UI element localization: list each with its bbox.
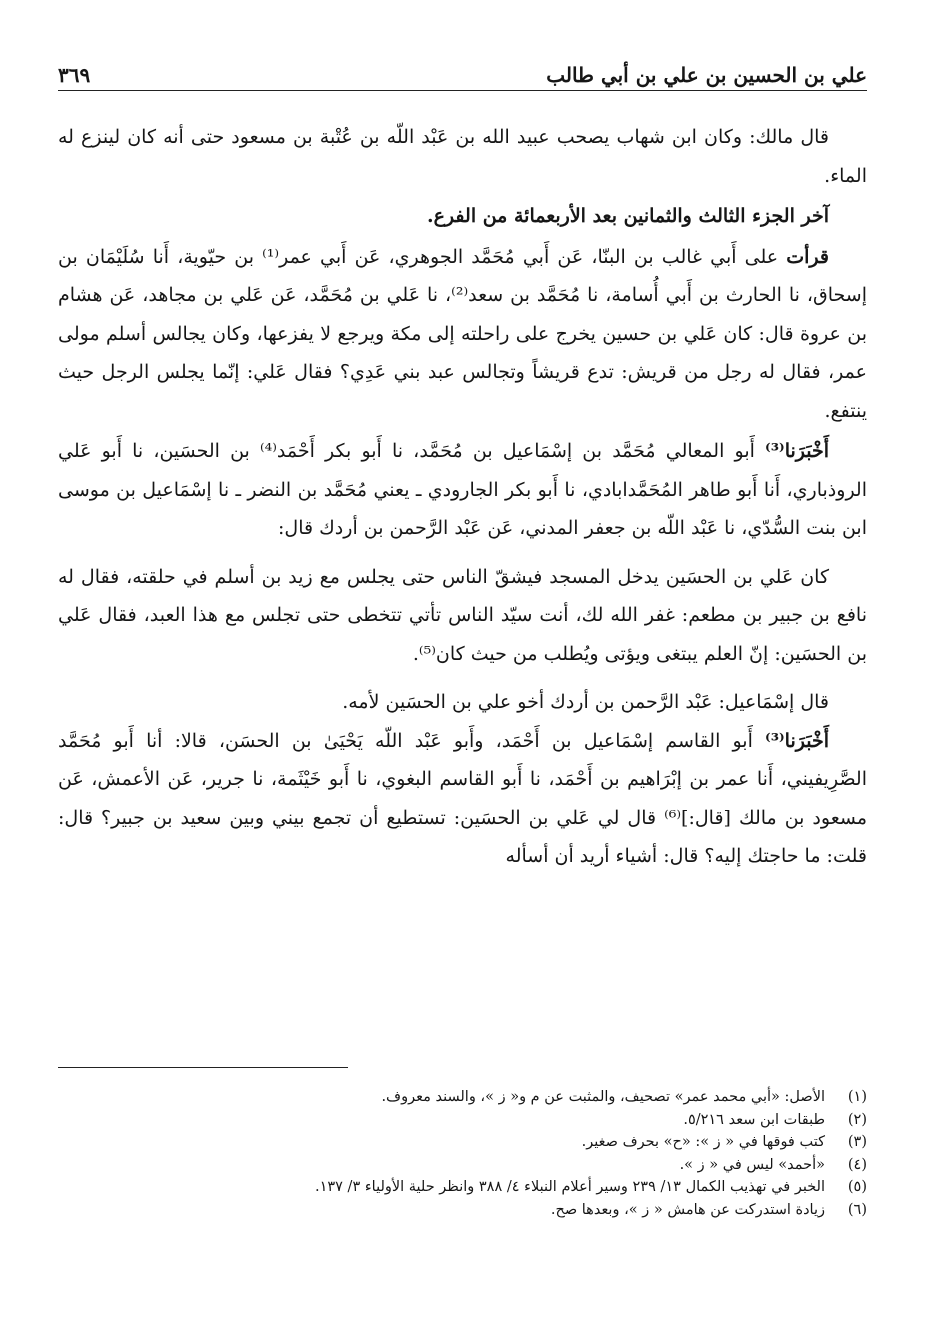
footnote-text: طبقات ابن سعد ٥/٢١٦. <box>683 1111 825 1128</box>
footnote-text: كتب فوقها في « ز »: «ح» بحرف صغير. <box>581 1134 825 1150</box>
running-header <box>58 60 867 91</box>
paragraph-lead: أَخْبَرَنا⁽³⁾ <box>765 729 829 752</box>
footnote-text: «أحمد» ليس في « ز ». <box>679 1156 825 1173</box>
footnote-divider <box>58 1067 348 1068</box>
paragraph-malik <box>58 118 867 195</box>
main-text <box>58 118 867 876</box>
footnote-item <box>58 1176 867 1199</box>
paragraph-text: أَبو المعالي مُحَمَّد بن إسْمَاعيل بن مُحَمَّد، نا أَبو بكر أَحْمَد⁽⁴⁾ بن الحسَين، نا أَبو عَلي الروذباري، أَنا أَبو طاهر المُحَمَّدابادي، نا أَبو بكر الجارودي ـ يعني مُحَمَّد بن النضر ـ نا إسْمَاعيل بن موسى ابن بنت السُّدّي، نا عَبْد اللّه بن جعفر المدني، عَن عَبْد الرَّحمن بن أردك قال: <box>58 440 867 539</box>
paragraph-lead: قرأت <box>786 245 829 268</box>
paragraph-ismail <box>58 683 867 722</box>
paragraph-hadith-1 <box>58 238 867 431</box>
footnote-item <box>58 1131 867 1154</box>
paragraph-narration <box>58 558 867 674</box>
paragraph-text: كان عَلي بن الحسَين يدخل المسجد فيشقّ الناس حتى يجلس مع زيد بن أسلم في حلقته، فقال له نافع بن جبير بن مطعم: غفر الله لك، أنت سيّد الناس تأتي تتخطى حتى تجلس مع هذا العبد، فقال عَلي بن الحسَين: إنّ العلم يبتغى ويؤتى ويُطلب من حيث كان⁽⁵⁾. <box>58 565 867 665</box>
paragraph-text: أَبو القاسم إسْمَاعيل بن أَحْمَد، وأَبو عَبْد اللّه يَحْيَىٰ بن الحسَن، قالا: أنا أَبو مُحَمَّد الصَّرِيفيني، أَنا عمر بن إبْرَاهيم بن أَحْمَد، نا أَبو القاسم البغوي، نا أَبو خَيْثَمة، نا جرير، عَن الأعمش، عَن مسعود بن مالك [قال:]⁽⁶⁾ قال لي عَلي بن الحسَين: تستطيع أن تجمع بيني وبين سعيد بن جبير؟ قال: قلت: ما حاجتك إليه؟ قال: أشياء أريد أن أسأله <box>58 729 867 867</box>
section-end-note <box>58 197 867 236</box>
paragraph-text: قال إسْمَاعيل: عَبْد الرَّحمن بن أردك أخو علي بن الحسَين لأمه. <box>342 691 829 713</box>
footnote-number: (١) <box>847 1089 867 1105</box>
footnote-number: (٦) <box>847 1201 867 1218</box>
footnote-text: زيادة استدركت عن هامش « ز »، وبعدها صح. <box>550 1201 825 1218</box>
paragraph-text: على أَبي غالب بن البنّا، عَن أَبي مُحَمَّد الجوهري، عَن أَبي عمر⁽¹⁾ بن حيّوية، أَنا سُلَيْمَان بن إسحاق، نا الحارث بن أَبي أُسامة، نا مُحَمَّد بن سعد⁽²⁾، نا عَلي بن مُحَمَّد، عَن عَلي بن مجاهد، عَن هشام بن عروة قال: كان عَلي بن حسين يخرج على راحلته إلى مكة ويرجع لا يفزعها، وكان يجالس أسلم مولى عمر، فقال له رجل من قريش: تدع قريشاً وتجالس عبد بني عَدِي؟ فقال عَلي: إنّما يجلس الرجل حيث ينتفع. <box>58 245 867 422</box>
footnote-number: (٣) <box>847 1134 867 1150</box>
paragraph-lead: أَخْبَرَنا⁽³⁾ <box>765 440 830 462</box>
page-number: ٣٦٩ <box>58 63 91 87</box>
footnote-item <box>58 1086 867 1109</box>
paragraph-hadith-3 <box>58 722 867 876</box>
footnote-text: الخبر في تهذيب الكمال ١٣/ ٢٣٩ وسير أعلام النبلاء ٤/ ٣٨٨ وانظر حلية الأولياء ٣/ ١٣٧. <box>314 1179 825 1195</box>
footnote-item <box>58 1154 867 1177</box>
paragraph-text: قال مالك: وكان ابن شهاب يصحب عبيد الله بن عَبْد اللّه بن عُتْبة بن مسعود حتى أنه كان لينزع له الماء. <box>58 126 867 187</box>
footnote-number: (٤) <box>847 1156 867 1173</box>
footnote-number: (٢) <box>847 1111 867 1128</box>
footnote-item <box>58 1199 867 1222</box>
paragraph-hadith-2 <box>58 432 867 548</box>
footnote-text: الأصل: «أبي محمد عمر» تصحيف، والمثبت عن م و« ز »، والسند معروف. <box>381 1089 825 1105</box>
footnote-number: (٥) <box>847 1179 867 1195</box>
footnotes <box>58 1086 867 1221</box>
footnote-item <box>58 1109 867 1132</box>
section-end-text: آخر الجزء الثالث والثمانين بعد الأربعمائة من الفرع. <box>426 205 829 227</box>
running-title: علي بن الحسين بن علي بن أبي طالب <box>546 63 867 87</box>
